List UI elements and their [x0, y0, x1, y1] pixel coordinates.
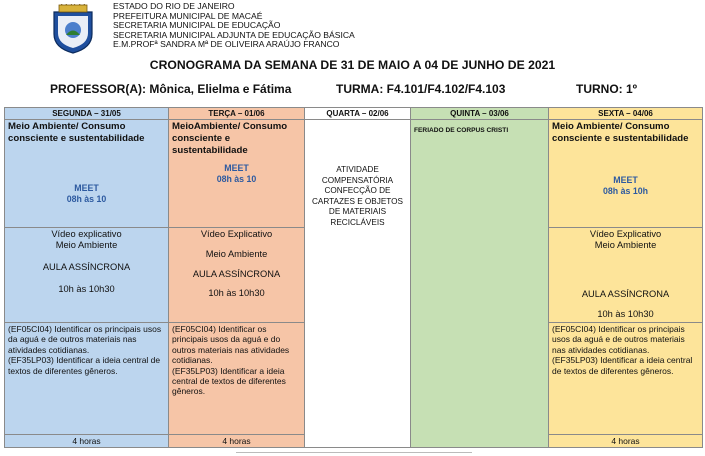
monday-aula-time: 10h às 10h30 — [58, 284, 115, 294]
tuesday-aula-time: 10h às 10h30 — [208, 288, 265, 298]
friday-skill-science: (EF05CI04) Identificar os principais usos da aguá e de outros materiais nas atividades cotidianas. — [552, 324, 685, 355]
friday-meet-time: 08h às 10h — [603, 186, 648, 196]
header-line-adjunct: SECRETARIA MUNICIPAL ADJUNTA DE EDUCAÇÃO BÁSICA — [113, 29, 355, 40]
thursday-holiday-note: FERIADO DE CORPUS CRISTI — [414, 127, 509, 134]
thursday-cell — [411, 120, 549, 448]
page-title: CRONOGRAMA DA SEMANA DE 31 DE MAIO A 04 DE JUNHO DE 2021 — [149, 58, 556, 72]
friday-aula-time: 10h às 10h30 — [597, 309, 654, 319]
header-line-prefecture: PREFEITURA MUNICIPAL DE MACAÉ — [113, 10, 263, 21]
wednesday-cell — [305, 120, 411, 448]
monday-video: Vídeo explicativo — [51, 229, 122, 239]
friday-video: Vídeo Explicativo — [589, 229, 662, 239]
monday-meet-time: 08h às 10 — [66, 194, 107, 204]
tuesday-skill-language: (EF35LP03) Identificar a ideia central de textos de diferentes gêneros. — [172, 365, 286, 397]
tuesday-meet-label: MEET — [224, 163, 249, 173]
school-crest-icon — [51, 4, 95, 54]
footer-divider — [236, 452, 472, 453]
turno-label: TURNO: 1º — [576, 82, 638, 96]
friday-meet-label: MEET — [613, 175, 638, 185]
schedule-table — [4, 107, 703, 448]
wednesday-activity: ATIVIDADE COMPENSATÓRIA CONFECÇÃO DE CARTAZES E OBJETOS DE MATERIAIS RECICLÁVEIS — [312, 165, 403, 227]
tuesday-skill-science: (EF05CI04) Identificar os principais usos da aguá e do outros materiais nas atividades cotidianas. — [172, 324, 290, 366]
monday-video-sub: Meio Ambiente — [55, 240, 118, 250]
day-header-thursday: QUINTA – 03/06 — [411, 108, 549, 120]
day-header-monday: SEGUNDA – 31/05 — [5, 108, 169, 120]
tuesday-hours: 4 horas — [169, 435, 305, 448]
header-line-school: E.M.PROFª SANDRA Mª DE OLIVEIRA ARAÚJO FRANCO — [113, 39, 340, 50]
tuesday-aula: AULA ASSÍNCRONA — [192, 269, 281, 279]
monday-async-cell — [5, 228, 169, 323]
tuesday-skills-cell — [169, 323, 305, 435]
monday-hours: 4 horas — [5, 435, 169, 448]
tuesday-video-sub: Meio Ambiente — [205, 249, 268, 259]
header-line-state: ESTADO DO RIO DE JANEIRO — [113, 1, 235, 11]
day-header-wednesday: QUARTA – 02/06 — [305, 108, 411, 120]
monday-skills-cell — [5, 323, 169, 435]
monday-skill-language: (EF35LP03) Identificar a ideia central de textos de diferentes gêneros. — [8, 355, 161, 376]
friday-async-cell — [549, 228, 703, 323]
professor-label: PROFESSOR(A): Mônica, Elielma e Fátima — [50, 82, 292, 96]
tuesday-async-cell — [169, 228, 305, 323]
friday-video-sub: Meio Ambiente — [594, 240, 657, 250]
monday-meet-cell — [5, 120, 169, 228]
tuesday-meet-time: 08h às 10 — [216, 174, 257, 184]
monday-topic: Meio Ambiente/ Consumo consciente e sustentabilidade — [8, 121, 145, 144]
friday-hours: 4 horas — [549, 435, 703, 448]
friday-skills-cell — [549, 323, 703, 435]
monday-skill-science: (EF05CI04) Identificar os principais usos da aguá e de outros materiais nas atividades cotidianas. — [8, 324, 162, 355]
monday-aula: AULA ASSÍNCRONA — [42, 262, 131, 272]
day-header-friday: SEXTA – 04/06 — [549, 108, 703, 120]
meet-row — [5, 120, 703, 228]
tuesday-topic: MeioAmbiente/ Consumo consciente e sustentabilidade — [172, 121, 288, 156]
turma-label: TURMA: F4.101/F4.102/F4.103 — [336, 82, 506, 96]
friday-meet-cell — [549, 120, 703, 228]
header-institution — [113, 2, 355, 50]
tuesday-video: Vídeo Explicativo — [200, 229, 273, 239]
tuesday-meet-cell — [169, 120, 305, 228]
header-line-secretariat: SECRETARIA MUNICIPAL DE EDUCAÇÃO — [113, 20, 281, 31]
day-header-tuesday: TERÇA – 01/06 — [169, 108, 305, 120]
day-header-row — [5, 108, 703, 120]
friday-skill-language: (EF35LP03) Identificar a ideia central de textos de diferentes gêneros. — [552, 355, 693, 376]
friday-aula: AULA ASSÍNCRONA — [581, 289, 670, 299]
monday-meet-label: MEET — [74, 183, 99, 193]
friday-topic: Meio Ambiente/ Consumo consciente e sustentabilidade — [552, 121, 689, 144]
